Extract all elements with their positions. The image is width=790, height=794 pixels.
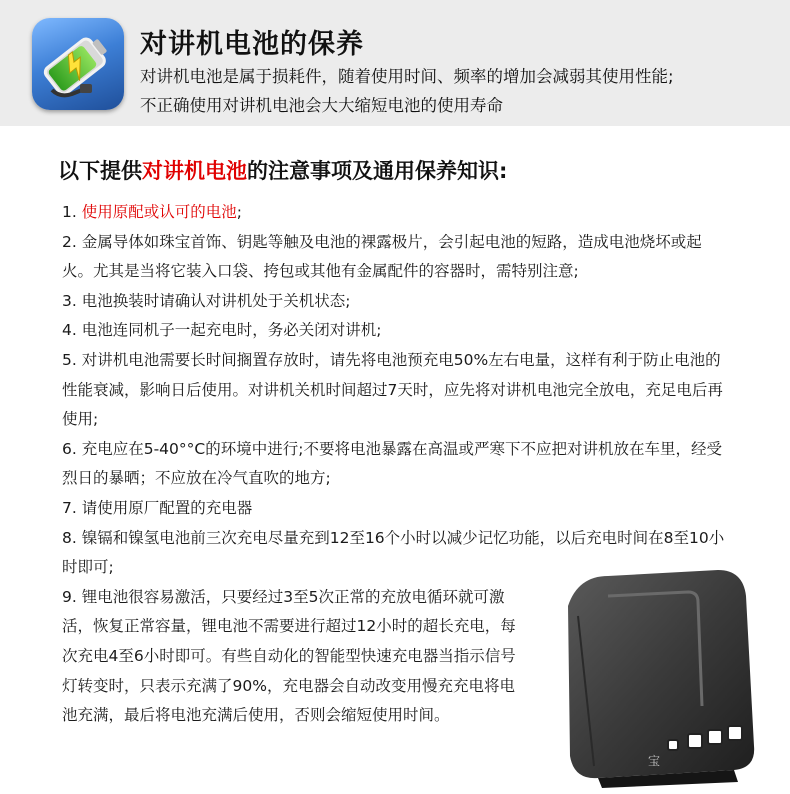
heading-highlight: 对讲机电池 (142, 159, 247, 183)
list-item-5: 5. 对讲机电池需要长时间搁置存放时，请先将电池预充电50%左右电量，这样有利于防止电池的性能衰减，影响日后使用。对讲机关机时间超过7天时，应先将对讲机电池完全放电，充足电后再使用; (62, 350, 723, 429)
header-subtitle-2: 不正确使用对讲机电池会大大缩短电池的使用寿命 (140, 96, 503, 115)
header-banner (0, 0, 790, 126)
header-subtitle-1: 对讲机电池是属于损耗件，随着使用时间、频率的增加会减弱其使用性能; (140, 67, 674, 86)
battery-charging-icon (32, 18, 124, 110)
watermark-text: 宝 (648, 754, 661, 768)
list-item-3: 3. 电池换装时请确认对讲机处于关机状态; (62, 291, 351, 310)
list-item-1 (62, 198, 732, 228)
section-heading (58, 155, 507, 185)
list-item-2: 2. 金属导体如珠宝首饰、钥匙等触及电池的裸露极片，会引起电池的短路，造成电池烧坏或起火。尤其是当将它装入口袋、挎包或其他有金属配件的容器时，需特别注意; (62, 232, 702, 281)
list-item-4: 4. 电池连同机子一起充电时，务必关闭对讲机; (62, 321, 382, 340)
list-item-6: 6. 充电应在5-40°°C的环境中进行;不要将电池暴露在高温或严寒下不应把对讲机放在车里，经受烈日的暴晒；不应放在冷气直吹的地方; (62, 439, 722, 488)
battery-pack-image (538, 556, 790, 790)
heading-pre: 以下提供 (58, 159, 142, 183)
heading-post: 的注意事项及通用保养知识: (247, 159, 508, 183)
page-title: 对讲机电池的保养 (140, 29, 364, 60)
item-1-end: ; (236, 203, 242, 221)
item-1-number: 1. (62, 203, 82, 221)
list-item-9: 9. 锂电池很容易激活，只要经过3至5次正常的充放电循环就可激活，恢复正常容量，锂电池不需要进行超过12小时的超长充电，每次充电4至6小时即可。有些自动化的智能型快速充电器当指示信号灯转变时，只表示充满了90%，充电器会自动改变用慢充充电将电池充满，最后将电池充满后使用，否则会缩短使用时间。 (62, 587, 516, 725)
list-item-8: 8. 镍镉和镍氢电池前三次充电尽量充到12至16个小时以减少记忆功能，以后充电时间在8至10小时即可; (62, 528, 725, 577)
item-1-highlight: 使用原配或认可的电池 (81, 203, 237, 221)
list-item-7: 7. 请使用原厂配置的充电器 (62, 498, 253, 517)
